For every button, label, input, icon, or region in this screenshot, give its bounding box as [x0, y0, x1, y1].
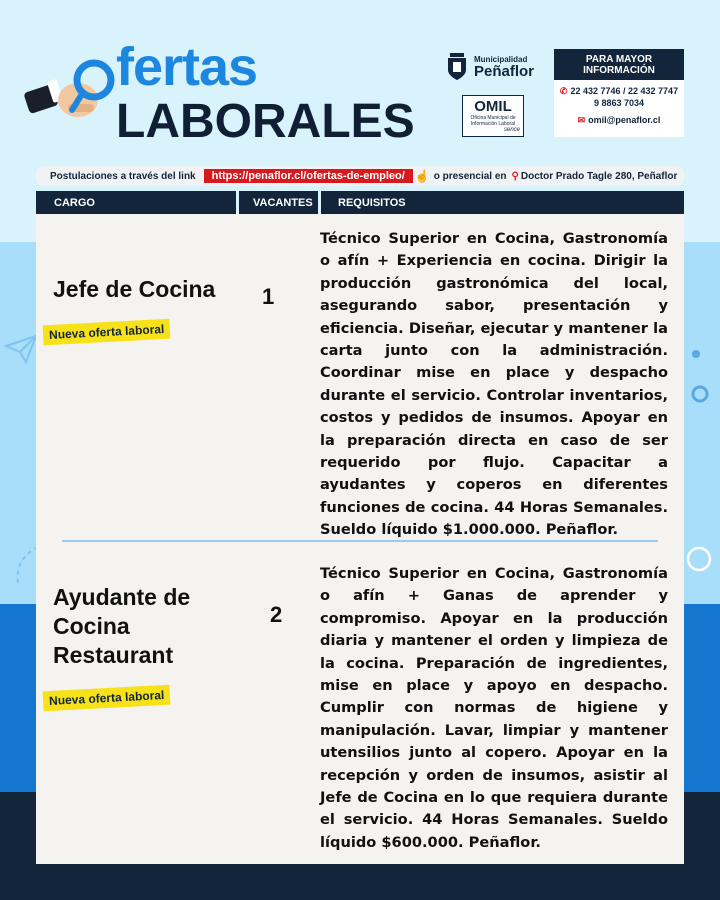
row2-cargo-line2: Cocina [53, 613, 130, 639]
omil-name: OMIL [474, 98, 512, 115]
crest-icon [446, 52, 468, 82]
phones-row-1 [554, 85, 684, 97]
application-strip [36, 166, 684, 186]
email-row [554, 114, 684, 126]
sence-label: sence [503, 127, 520, 133]
municipality-logo [446, 52, 534, 82]
header-vacantes: VACANTES [239, 191, 318, 214]
municipality-name: Peñaflor [474, 62, 535, 80]
row2-vacantes: 2 [270, 602, 283, 627]
contact-title: PARA MAYOR INFORMACIÓN [554, 49, 684, 80]
row1-requisitos: Técnico Superior en Cocina, Gastronomía o afín + Experiencia en cocina. Dirigir la producción gastronómica del local, asegurando sabor, presentación y eficiencia. Diseñar, ejecutar y mantener la carta junto con la administración. Coordinar mise en place y despacho durante el servicio. Controlar inventarios, costos y pedidos de insumos. Apoyar en la preparación directa en caso de ser requerido por flujo. Capacitar a ayudantes y coperos en diferentes funciones de cocina. 44 Horas Semanales. Sueldo líquido $1.000.000. Peñaflor. [320, 230, 668, 539]
row1-new-badge: Nueva oferta laboral [43, 319, 171, 346]
email-text[interactable]: omil@penaflor.cl [588, 115, 661, 125]
location-pin-icon: ⚲ [511, 170, 519, 182]
mail-icon: ✉ [577, 115, 586, 125]
municipality-label: Municipalidad [474, 54, 528, 64]
strip-label: Postulaciones a través del link [50, 170, 196, 182]
table-header [36, 191, 684, 214]
paper-plane-icon [4, 332, 38, 366]
row2-cargo-line3: Restaurant [53, 642, 174, 668]
row1-cargo: Jefe de Cocina [53, 276, 216, 302]
phones-line-1: 22 432 7746 / 22 432 7747 [570, 86, 679, 96]
row2-cargo-line1: Ayudante de [53, 584, 191, 610]
circle-outline-deco [684, 544, 714, 574]
presencial-text: o presencial en [433, 170, 507, 182]
title-line2: LABORALES [116, 95, 415, 148]
row-divider [62, 540, 658, 542]
row2-cargo [53, 583, 190, 670]
header-requisitos: REQUISITOS [321, 191, 684, 214]
address-text: Doctor Prado Tagle 280, Peñaflor [520, 170, 678, 182]
omil-logo [462, 95, 524, 137]
phones-row-2 [554, 97, 684, 109]
magnifier-hand-icon [24, 58, 116, 132]
header-cargo: CARGO [36, 191, 236, 214]
row2-new-badge: Nueva oferta laboral [43, 685, 171, 712]
row1-vacantes: 1 [262, 284, 275, 309]
omil-subtitle: Oficina Municipal de Información Laboral [470, 115, 516, 127]
row2-requisitos: Técnico Superior en Cocina, Gastronomía o afín + Ganas de aprender y compromiso. Apoyar en la producción diaria y mantener el orden y limpieza de la cocina. Preparación de ingredientes, mise en place y apoyo en despacho. Cumplir con normas de higiene y manipulación. Lavar, limpiar y mantener utensilios junto al copero. Apoyar en la recepción y orden de insumos, asistir al Jefe de Cocina en lo que requiera durante el servicio. 44 Horas Semanales. Sueldo líquido $600.000. Peñaflor. [320, 565, 668, 851]
application-link[interactable]: https://penaflor.cl/ofertas-de-empleo/ [204, 169, 413, 183]
phone-icon: ✆ [559, 86, 568, 96]
phones-line-2: 9 8863 7034 [593, 98, 645, 108]
circles-deco [686, 340, 716, 410]
title-line1: fertas [116, 37, 258, 97]
contact-box [554, 49, 684, 137]
cursor-icon: ☝ [414, 169, 430, 183]
